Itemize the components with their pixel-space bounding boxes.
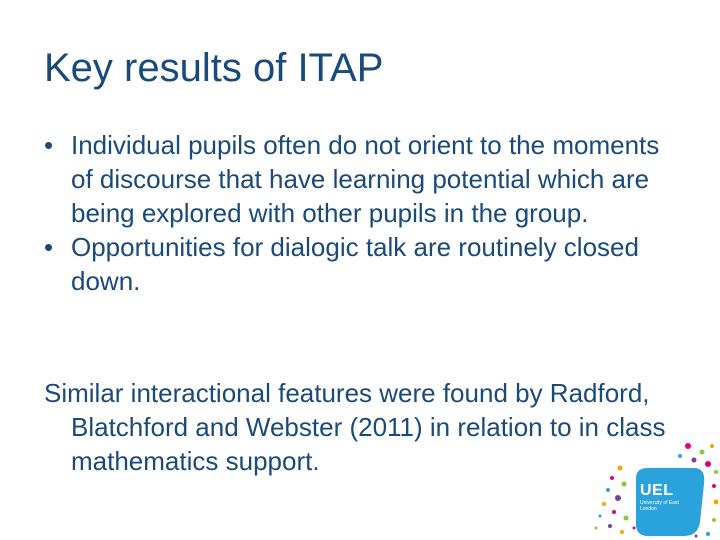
bullet-text: Individual pupils often do not orient to the moments of discourse that have learning potential which are being explored with other pupils in the group. [71,130,660,228]
slide-title: Key results of ITAP [44,46,384,90]
bullet-item [44,230,684,298]
bullet-marker: • [44,232,54,262]
logo-wordmark: UEL [640,482,674,499]
bullet-item [44,128,684,230]
bullet-marker: • [44,130,54,160]
logo-subtext: University of East London [640,500,679,512]
bullet-list [44,128,684,298]
bullet-text: Opportunities for dialogic talk are routinely closed down. [71,232,639,296]
body-paragraph: Similar interactional features were found by Radford, Blatchford and Webster (2011) in relation to in class mathematics support. [44,378,666,476]
uel-logo [590,440,720,540]
